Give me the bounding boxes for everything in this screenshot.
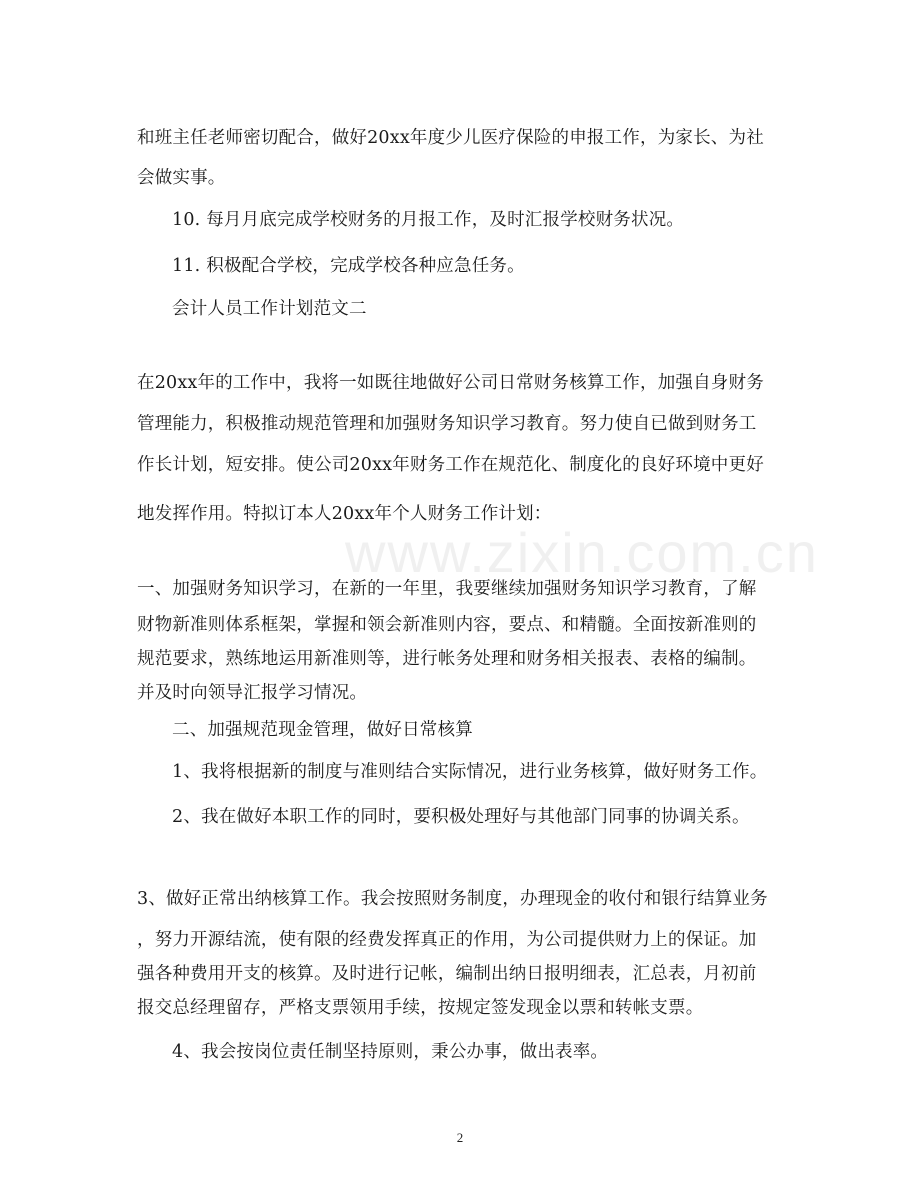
paragraph-line: 作长计划，短安排。使公司20xx年财务工作在规范化、制度化的良好环境中更好 bbox=[137, 455, 764, 475]
paragraph-line: 3、做好正常出纳核算工作。我会按照财务制度，办理现金的收付和银行结算业务 bbox=[137, 889, 768, 909]
section-heading: 二、加强规范现金管理，做好日常核算 bbox=[172, 720, 473, 740]
paragraph-line: 和班主任老师密切配合，做好20xx年度少儿医疗保险的申报工作，为家长、为社 bbox=[137, 128, 764, 148]
paragraph-line: 管理能力，积极推动规范管理和加强财务知识学习教育。努力使自已做到财务工 bbox=[137, 414, 757, 434]
paragraph-line: 并及时向领导汇报学习情况。 bbox=[137, 683, 368, 703]
watermark: www.zixin.com.cn bbox=[345, 521, 819, 584]
paragraph-line: 规范要求，熟练地运用新准则等，进行帐务处理和财务相关报表、表格的编制。 bbox=[137, 649, 757, 669]
paragraph-line: 报交总经理留存，严格支票领用手续，按规定签发现金以票和转帐支票。 bbox=[137, 998, 704, 1018]
paragraph-line: 会做实事。 bbox=[137, 168, 226, 188]
paragraph-line: ，努力开源结流，使有限的经费发挥真正的作用，为公司提供财力上的保证。加 bbox=[137, 930, 757, 950]
paragraph-line: 强各种费用开支的核算。及时进行记帐，编制出纳日报明细表，汇总表，月初前 bbox=[137, 964, 757, 984]
list-item-10: 10. 每月月底完成学校财务的月报工作，及时汇报学校财务状况。 bbox=[172, 210, 685, 230]
paragraph-line: 地发挥作用。特拟订本人20xx年个人财务工作计划： bbox=[137, 504, 552, 524]
section-heading: 会计人员工作计划范文二 bbox=[172, 299, 367, 319]
list-item: 2、我在做好本职工作的同时，要积极处理好与其他部门同事的协调关系。 bbox=[172, 807, 750, 827]
paragraph-line: 财物新准则体系框架，掌握和领会新准则内容，要点、和精髓。全面按新准则的 bbox=[137, 615, 757, 635]
list-item-11: 11. 积极配合学校，完成学校各种应急任务。 bbox=[172, 256, 525, 276]
paragraph-line: 一、加强财务知识学习，在新的一年里，我要继续加强财务知识学习教育，了解 bbox=[137, 579, 757, 599]
paragraph-line: 在20xx年的工作中，我将一如既往地做好公司日常财务核算工作，加强自身财务 bbox=[137, 373, 764, 393]
list-item: 1、我将根据新的制度与准则结合实际情况，进行业务核算，做好财务工作。 bbox=[172, 762, 768, 782]
page-number: 2 bbox=[456, 1130, 464, 1145]
list-item: 4、我会按岗位责任制坚持原则，秉公办事，做出表率。 bbox=[172, 1042, 609, 1062]
